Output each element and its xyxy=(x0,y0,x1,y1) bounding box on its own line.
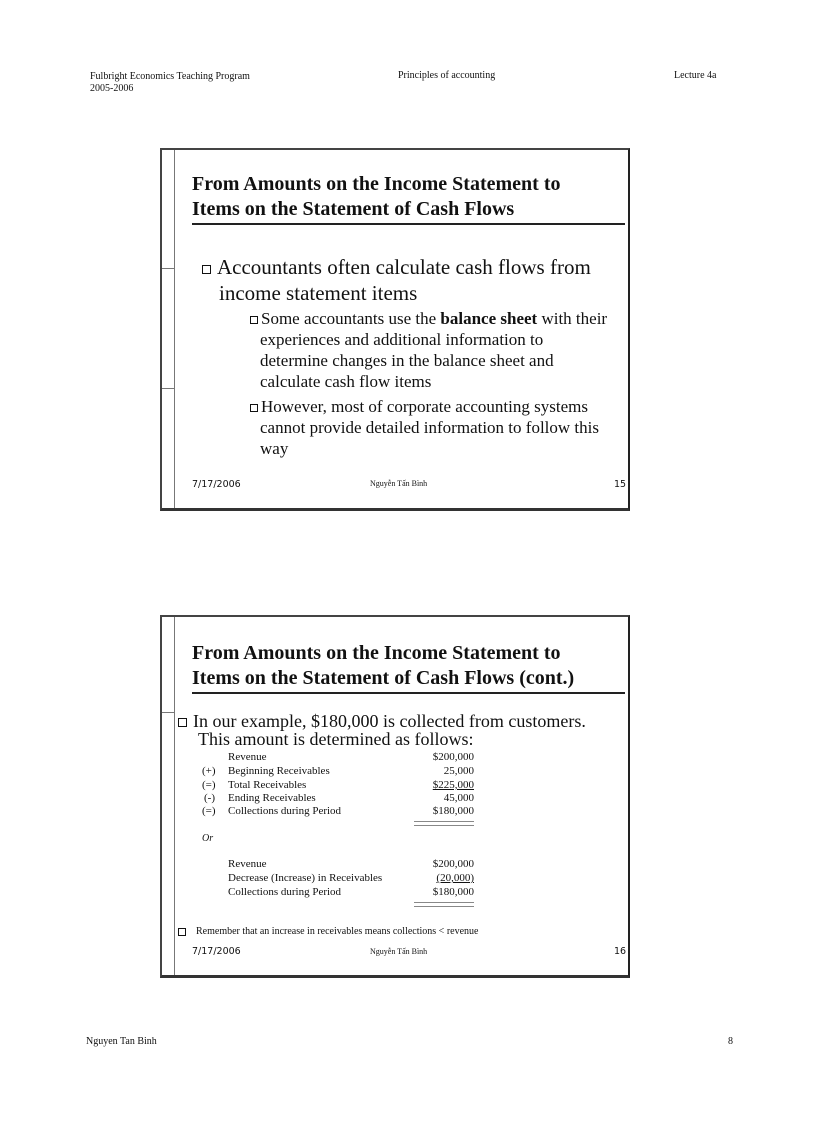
title-line-2: Items on the Statement of Cash Flows xyxy=(192,198,515,220)
header-year: 2005-2006 xyxy=(90,83,134,94)
slide-author: Nguyễn Tấn Bình xyxy=(370,947,428,956)
slide-number: 16 xyxy=(614,946,627,957)
intro-bullet: In our example, $180,000 is collected from customers. xyxy=(178,712,586,730)
slide-16: From Amounts on the Income Statement to Items on the Statement of Cash Flows (cont.) In our example, $180,000 is collected from customers. This amount is determined as follows: Revenue $200,000 (+) Beginning Receivables 25,000 (=) Total Receivables $225,000 (-) Ending Receivables 45,000 (=) Collections during Period $180,000 Or Revenue $200,000 Decrease (Increase) in Receivables (20,000) Collections during Period $180,000 Remember that an increase in receivables means collections < revenue 7/17/2006 Nguyễn Tấn Bình 16 xyxy=(160,615,630,978)
square-bullet-icon xyxy=(202,265,211,274)
footer-page-number: 8 xyxy=(728,1036,733,1047)
remember-note: Remember that an increase in receivables means collections < revenue xyxy=(178,926,478,937)
header-course: Principles of accounting xyxy=(398,70,496,81)
bullet-1-cont: income statement items xyxy=(219,281,418,305)
footer-author: Nguyen Tan Binh xyxy=(86,1036,157,1047)
square-bullet-icon xyxy=(178,718,187,727)
bullet-1: Accountants often calculate cash flows from xyxy=(202,254,591,280)
slide-number: 15 xyxy=(614,479,627,490)
or-label: Or xyxy=(202,833,214,844)
sub-bullet-1: Some accountants use the balance sheet with their xyxy=(250,308,607,329)
header-program: Fulbright Economics Teaching Program xyxy=(90,71,250,82)
title-line-1: From Amounts on the Income Statement to xyxy=(192,642,561,664)
header-lecture: Lecture 4a xyxy=(674,70,717,81)
slide-date: 7/17/2006 xyxy=(192,946,241,957)
square-bullet-icon xyxy=(250,316,258,324)
sub-bullet-2: However, most of corporate accounting systems xyxy=(250,396,588,417)
slide-title xyxy=(192,172,625,225)
title-line-2: Items on the Statement of Cash Flows (cont.) xyxy=(192,667,575,689)
double-underline xyxy=(414,821,474,826)
slide-title xyxy=(192,641,625,694)
title-line-1: From Amounts on the Income Statement to xyxy=(192,173,561,195)
slide-date: 7/17/2006 xyxy=(192,479,241,490)
square-bullet-icon xyxy=(178,928,186,936)
slide-15: From Amounts on the Income Statement to Items on the Statement of Cash Flows Accountants often calculate cash flows from income statement items Some accountants use the balance sheet with their experiences and additional information to determine changes in the balance sheet and calculate cash flow items However, most of corporate accounting systems cannot provide detailed information to follow this way 7/17/2006 Nguyễn Tấn Bình 15 xyxy=(160,148,630,511)
double-underline xyxy=(414,902,474,907)
square-bullet-icon xyxy=(250,404,258,412)
slide-author: Nguyễn Tấn Bình xyxy=(370,479,428,488)
intro-bullet-cont: This amount is determined as follows: xyxy=(198,729,474,749)
